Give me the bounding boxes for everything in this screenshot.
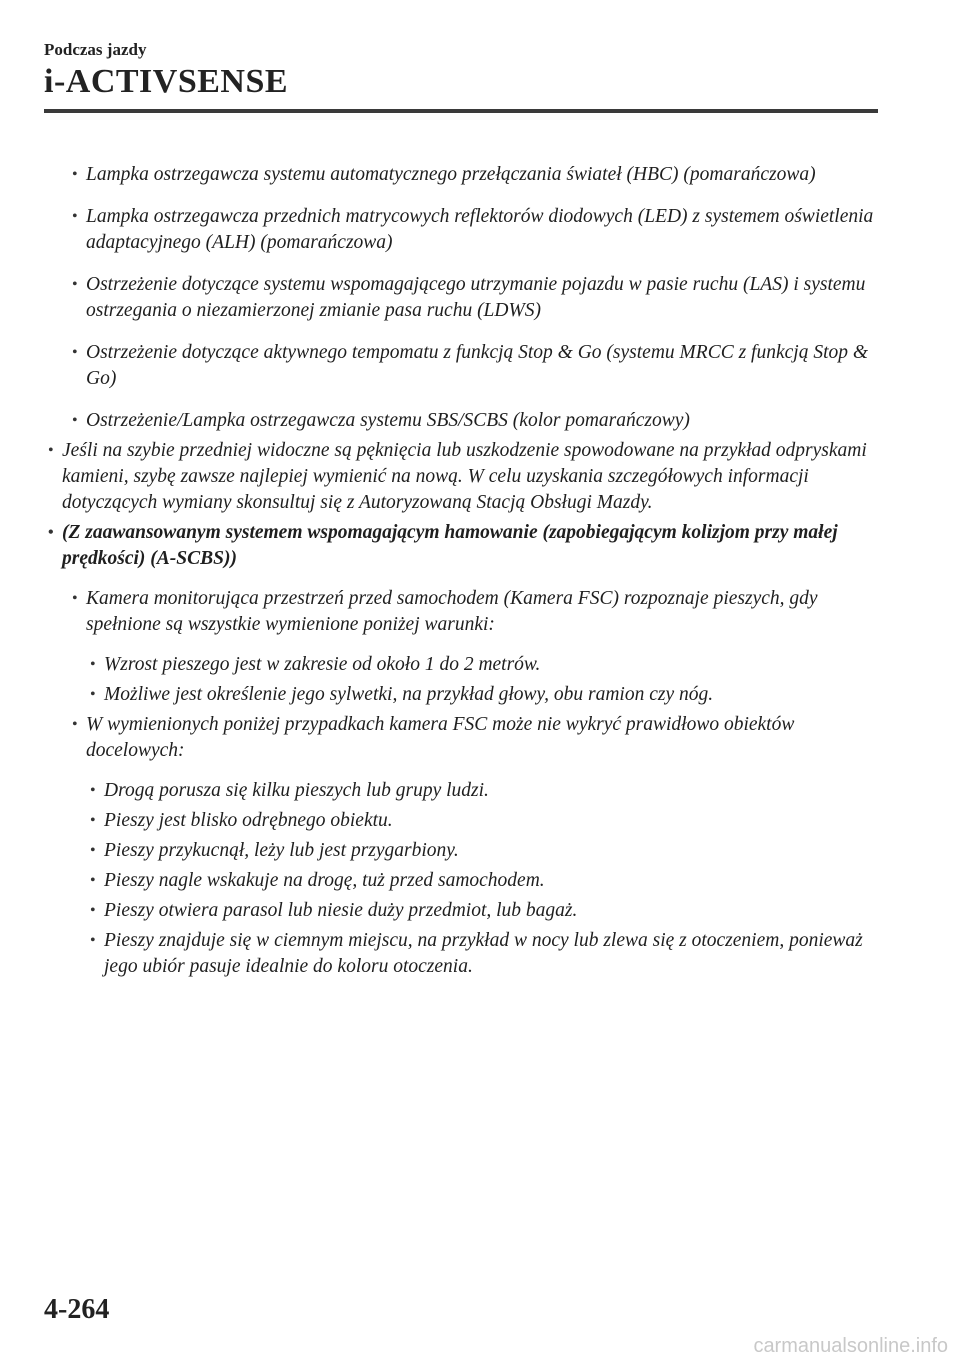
list-item xyxy=(44,652,878,678)
bullet-icon: • xyxy=(90,842,96,859)
bullet-icon: • xyxy=(72,276,78,293)
list-item-text: (Z zaawansowanym systemem wspomagającym hamowanie (zapobiegającym kolizjom przy małej prędkości) (A-SCBS)) xyxy=(62,522,838,569)
list-item xyxy=(44,898,878,924)
body-content xyxy=(44,162,878,984)
list-item-text: W wymienionych poniżej przypadkach kamera FSC może nie wykryć prawidłowo obiektów docelowych: xyxy=(86,714,795,761)
list-item xyxy=(44,928,878,980)
bullet-icon: • xyxy=(90,656,96,673)
list-item-text: Pieszy znajduje się w ciemnym miejscu, na przykład w nocy lub zlewa się z otoczeniem, ponieważ jego ubiór pasuje idealnie do koloru otoczenia. xyxy=(104,930,863,977)
chapter-title: i-ACTIVSENSE xyxy=(44,63,289,100)
bullet-icon: • xyxy=(48,442,54,459)
bullet-icon: • xyxy=(90,782,96,799)
list-item xyxy=(44,868,878,894)
list-item-text: Ostrzeżenie dotyczące systemu wspomagającego utrzymanie pojazdu w pasie ruchu (LAS) i systemu ostrzegania o niezamierzonej zmianie pasa ruchu (LDWS) xyxy=(86,274,866,321)
bullet-icon: • xyxy=(72,208,78,225)
list-item xyxy=(44,204,878,256)
list-item xyxy=(44,586,878,638)
bullet-icon: • xyxy=(90,812,96,829)
list-item-text: Pieszy przykucnął, leży lub jest przygarbiony. xyxy=(104,840,459,861)
section-label: Podczas jazdy xyxy=(44,40,147,59)
list-item-text: Wzrost pieszego jest w zakresie od około 1 do 2 metrów. xyxy=(104,654,541,675)
list-item xyxy=(44,808,878,834)
list-item xyxy=(44,520,878,572)
list-item xyxy=(44,272,878,324)
bullet-icon: • xyxy=(90,932,96,949)
page-header xyxy=(44,40,878,102)
list-item xyxy=(44,438,878,516)
list-item xyxy=(44,340,878,392)
watermark: carmanualsonline.info xyxy=(753,1335,948,1357)
bullet-icon: • xyxy=(90,872,96,889)
bullet-icon: • xyxy=(90,902,96,919)
list-item-text: Pieszy jest blisko odrębnego obiektu. xyxy=(104,810,393,831)
list-item-text: Ostrzeżenie/Lampka ostrzegawcza systemu SBS/SCBS (kolor pomarańczowy) xyxy=(86,410,690,431)
list-item-text: Kamera monitorująca przestrzeń przed samochodem (Kamera FSC) rozpoznaje pieszych, gdy spełnione są wszystkie wymienione poniżej warunki: xyxy=(86,588,818,635)
list-item-text: Ostrzeżenie dotyczące aktywnego tempomatu z funkcją Stop & Go (systemu MRCC z funkcją Stop & Go) xyxy=(86,342,869,389)
bullet-icon: • xyxy=(48,524,54,541)
bullet-icon: • xyxy=(72,412,78,429)
list-item xyxy=(44,162,878,188)
list-item-text: Pieszy otwiera parasol lub niesie duży przedmiot, lub bagaż. xyxy=(104,900,578,921)
list-item-text: Lampka ostrzegawcza przednich matrycowych reflektorów diodowych (LED) z systemem oświetlenia adaptacyjnego (ALH) (pomarańczowa) xyxy=(86,206,874,253)
bullet-icon: • xyxy=(72,590,78,607)
bullet-icon: • xyxy=(72,716,78,733)
list-item xyxy=(44,408,878,434)
bullet-icon: • xyxy=(72,166,78,183)
bullet-icon: • xyxy=(90,686,96,703)
list-item xyxy=(44,682,878,708)
list-item-text: Jeśli na szybie przedniej widoczne są pęknięcia lub uszkodzenie spowodowane na przykład odpryskami kamieni, szybę zawsze najlepiej wymienić na nową. W celu uzyskania szczegółowych informacji dotyczących wymiany skonsultuj się z Autoryzowaną Stacją Obsługi Mazdy. xyxy=(62,440,867,513)
bullet-icon: • xyxy=(72,344,78,361)
list-item-text: Pieszy nagle wskakuje na drogę, tuż przed samochodem. xyxy=(104,870,545,891)
page-number: 4-264 xyxy=(44,1294,110,1325)
list-item-text: Możliwe jest określenie jego sylwetki, na przykład głowy, obu ramion czy nóg. xyxy=(104,684,714,705)
list-item-text: Drogą porusza się kilku pieszych lub grupy ludzi. xyxy=(104,780,489,801)
header-divider xyxy=(44,109,878,113)
list-item xyxy=(44,712,878,764)
list-item xyxy=(44,838,878,864)
list-item xyxy=(44,778,878,804)
list-item-text: Lampka ostrzegawcza systemu automatycznego przełączania świateł (HBC) (pomarańczowa) xyxy=(86,164,816,185)
